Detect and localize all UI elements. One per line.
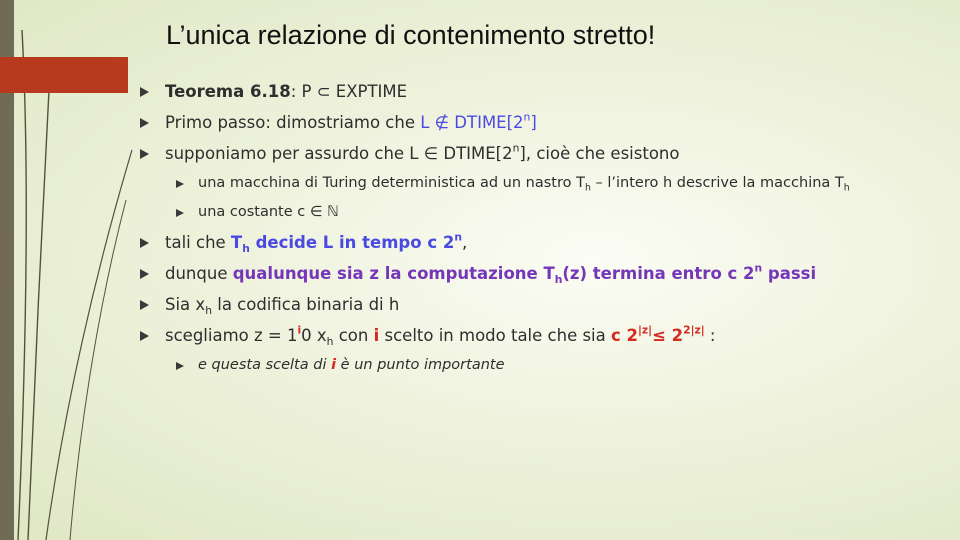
text: T — [576, 175, 585, 191]
text: è un punto importante — [336, 357, 505, 373]
text: : — [704, 326, 716, 345]
text: passi — [762, 264, 817, 283]
bullet-arrow-icon — [140, 118, 149, 128]
subscript: h — [584, 182, 591, 194]
bullet-decides — [140, 227, 920, 258]
text: i — [331, 357, 337, 373]
text: tali che — [165, 233, 231, 252]
bullet-first-step — [140, 107, 920, 138]
bullet-arrow-icon — [140, 300, 149, 310]
superscript: n — [454, 230, 462, 244]
text: (z) termina entro c 2 — [562, 264, 755, 283]
bullet-list — [140, 76, 920, 380]
text: una costante c ∈ ℕ — [198, 204, 339, 220]
bullet-binary-encoding — [140, 289, 920, 320]
sub-bullet-constant — [140, 198, 920, 227]
superscript: n — [523, 110, 531, 124]
text: – l’intero h descrive la macchina — [590, 175, 835, 191]
sub-bullet-turing-machine — [140, 169, 920, 198]
bullet-suppose — [140, 138, 920, 169]
bullet-arrow-icon — [140, 149, 149, 159]
text: qualunque sia z la computazione T — [232, 264, 555, 283]
text: scegliamo z = 1 — [165, 326, 298, 345]
text: una macchina di Turing deterministica ad un nastro — [198, 175, 577, 191]
highlight — [230, 230, 462, 255]
text: c 2 — [611, 326, 639, 345]
text: Primo passo: dimostriamo che — [165, 113, 421, 132]
text: L ∉ DTIME[2 — [420, 113, 524, 132]
text: ] — [530, 113, 537, 132]
superscript: n — [512, 141, 520, 155]
bullet-arrow-icon — [176, 180, 184, 188]
text: Sia x — [165, 295, 206, 314]
bullet-arrow-icon — [140, 87, 149, 97]
text: con — [333, 326, 374, 345]
subscript: h — [326, 334, 334, 348]
sub-bullet-important — [140, 351, 920, 380]
text: e questa scelta di — [198, 357, 332, 373]
text: i — [373, 326, 380, 345]
superscript: |z| — [638, 323, 653, 337]
bullet-theorem — [140, 76, 920, 107]
theorem-label: Teorema 6.18 — [165, 82, 291, 101]
text: T — [230, 233, 243, 252]
superscript: i — [297, 323, 302, 337]
bullet-arrow-icon — [140, 238, 149, 248]
text: supponiamo per assurdo che L ∈ DTIME[2 — [165, 144, 513, 163]
subscript: h — [843, 182, 850, 194]
subscript: h — [554, 272, 563, 286]
superscript: 2|z| — [683, 323, 705, 337]
text: decide L in tempo c 2 — [249, 233, 455, 252]
text: , — [461, 233, 468, 252]
subscript: h — [205, 303, 212, 317]
bullet-arrow-icon — [140, 331, 149, 341]
highlight — [611, 323, 705, 345]
bullet-arrow-icon — [140, 269, 149, 279]
bullet-arrow-icon — [176, 209, 184, 217]
bullet-therefore — [140, 258, 920, 289]
superscript: n — [754, 261, 763, 275]
text: 0 x — [301, 326, 327, 345]
text: T — [834, 175, 844, 191]
highlight — [232, 261, 817, 286]
text: ≤ 2 — [652, 326, 684, 345]
theorem-text: : P ⊂ EXPTIME — [290, 82, 408, 101]
text: scelto in modo tale che sia — [379, 326, 611, 345]
text: la codifica binaria di h — [211, 295, 400, 314]
accent-bar — [0, 57, 128, 93]
bullet-choose-z — [140, 320, 920, 351]
text: ], cioè che esistono — [519, 144, 680, 163]
slide-title: L’unica relazione di contenimento stretto! — [166, 20, 656, 50]
bullet-arrow-icon — [176, 362, 184, 370]
highlight — [420, 110, 537, 132]
subscript: h — [242, 241, 250, 255]
text: dunque — [165, 264, 233, 283]
